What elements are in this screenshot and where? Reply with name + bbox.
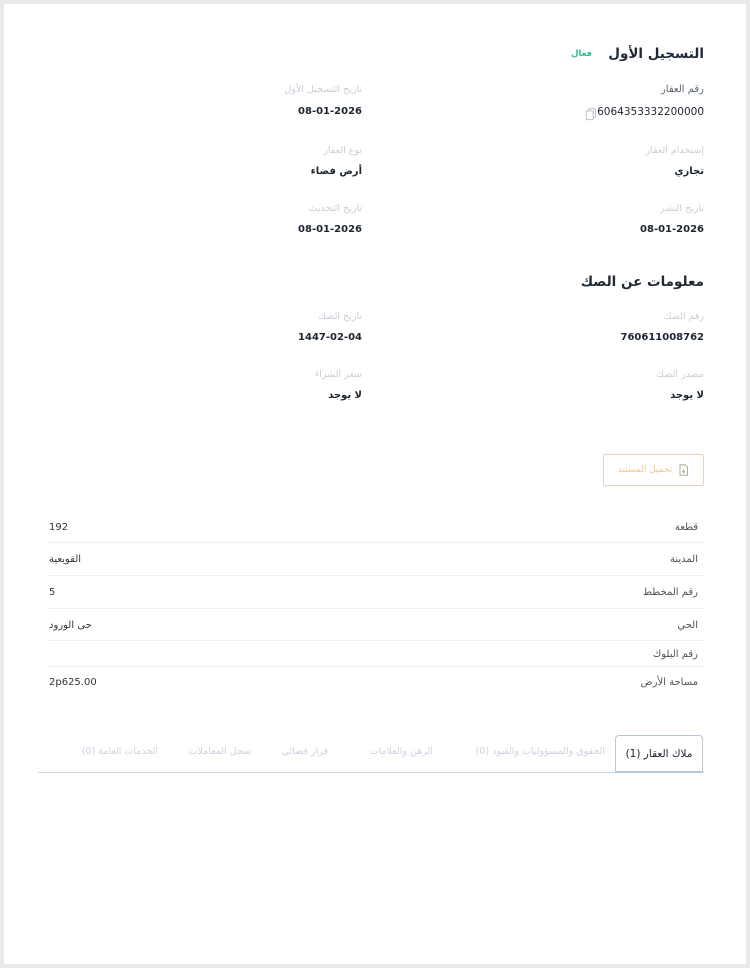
- property-type-value: أرض فضاء: [310, 166, 362, 177]
- deed-source-value: لا يوجد: [670, 390, 704, 401]
- property-usage-label: إستخدام العقار: [645, 145, 704, 156]
- update-date-value: 08-01-2026: [298, 224, 362, 235]
- creation-date-label: تاريخ النشر: [659, 203, 704, 214]
- tabs-divider: [38, 772, 704, 773]
- first-registration-date-value: 08-01-2026: [298, 106, 362, 117]
- row-divider: [48, 666, 704, 667]
- detail-label: المدينة: [669, 554, 698, 565]
- document-icon: [678, 461, 689, 480]
- tab-transaction-log[interactable]: سجل المعاملات: [188, 746, 251, 757]
- deed-date-label: تاريخ الصك: [318, 311, 362, 322]
- copy-icon[interactable]: [584, 106, 598, 125]
- row-divider: [48, 640, 704, 641]
- deed-number-value: 760611008762: [620, 332, 704, 343]
- tab-public-services[interactable]: الخدمات العامة (0): [81, 746, 158, 757]
- download-button-label: تحميل المستند: [617, 465, 673, 475]
- row-divider: [48, 575, 704, 576]
- detail-label: رقم المخطط: [642, 587, 698, 598]
- section-title-first-registration: التسجيل الأول: [608, 46, 704, 62]
- detail-label: قطعة: [674, 522, 698, 533]
- status-badge: فعال: [571, 49, 592, 59]
- creation-date-value: 08-01-2026: [640, 224, 704, 235]
- row-divider: [48, 542, 704, 543]
- purchase-price-label: سعر الشراء: [314, 369, 362, 380]
- download-document-button[interactable]: [603, 454, 704, 486]
- property-usage-value: تجاري: [674, 166, 704, 177]
- deed-source-label: مصدر الصك: [656, 369, 704, 380]
- detail-value: حى الورود: [49, 620, 92, 631]
- tab-mortgage-marks[interactable]: الرهن والعلامات: [369, 746, 433, 757]
- detail-label: الحي: [677, 620, 698, 631]
- detail-value: 2p625.00: [49, 677, 97, 688]
- deed-date-value: 1447-02-04: [298, 332, 362, 343]
- deed-number-label: رقم الصك: [663, 311, 704, 322]
- section-title-deed-info: معلومات عن الصك: [580, 274, 704, 290]
- detail-value: القويعية: [49, 554, 82, 565]
- first-registration-date-label: تاريخ التسجيل الأول: [284, 84, 362, 95]
- property-type-label: نوع العقار: [323, 145, 362, 156]
- property-number-value: 6064353332200000: [597, 106, 704, 118]
- detail-label: مساحة الأرض: [640, 677, 698, 688]
- tab-rights-obligations[interactable]: الحقوق والمسؤوليات والقيود (0): [475, 746, 605, 757]
- update-date-label: تاريخ التحديث: [308, 203, 362, 214]
- property-number-label: رقم العقار: [660, 84, 704, 95]
- detail-value: 5: [49, 587, 56, 598]
- tab-property-owners[interactable]: ملاك العقار (1): [615, 735, 703, 773]
- detail-label: رقم البلوك: [652, 649, 698, 660]
- purchase-price-value: لا يوجد: [328, 390, 362, 401]
- page: [4, 4, 746, 964]
- tab-judicial-decision[interactable]: قرار قضائي: [281, 746, 328, 757]
- detail-value: 192: [49, 522, 69, 533]
- row-divider: [48, 608, 704, 609]
